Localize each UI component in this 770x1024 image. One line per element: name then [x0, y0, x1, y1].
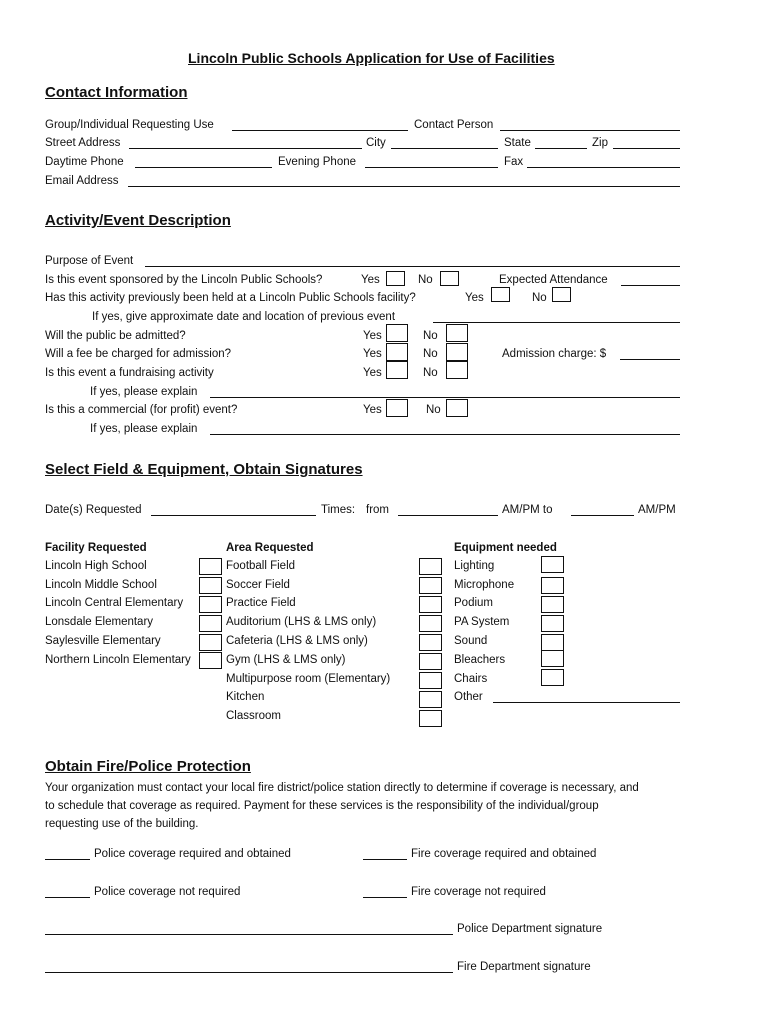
time-to-field[interactable] — [571, 515, 634, 516]
purpose-field[interactable] — [145, 266, 680, 267]
contact-heading: Contact Information — [45, 84, 188, 101]
protection-paragraph-line: requesting use of the building. — [45, 818, 199, 830]
sponsored-yes-label: Yes — [361, 274, 380, 286]
selection-heading: Select Field & Equipment, Obtain Signatures — [45, 461, 363, 478]
equipment-checkbox[interactable] — [541, 669, 564, 686]
previous-detail-label: If yes, give approximate date and location of previous event — [92, 311, 396, 323]
area-checkbox[interactable] — [419, 615, 442, 632]
expected-attendance-field[interactable] — [621, 285, 680, 286]
police-signature-label: Police Department signature — [457, 923, 603, 935]
area-checkbox[interactable] — [419, 691, 442, 708]
facility-item: Saylesville Elementary — [45, 635, 161, 647]
city-label: City — [366, 137, 386, 149]
commercial-question: Is this a commercial (for profit) event? — [45, 404, 238, 416]
state-label: State — [504, 137, 531, 149]
city-field[interactable] — [391, 148, 498, 149]
group-label: Group/Individual Requesting Use — [45, 119, 214, 131]
fee-yes-checkbox[interactable] — [386, 343, 408, 361]
area-item: Cafeteria (LHS & LMS only) — [226, 635, 368, 647]
state-field[interactable] — [535, 148, 587, 149]
email-field[interactable] — [128, 186, 680, 187]
dates-label: Date(s) Requested — [45, 504, 142, 516]
area-header: Area Requested — [226, 542, 314, 554]
equipment-item: PA System — [454, 616, 510, 628]
facility-checkbox[interactable] — [199, 596, 222, 613]
previously-held-yes-checkbox[interactable] — [491, 287, 510, 302]
commercial-yes-label: Yes — [363, 404, 382, 416]
fundraising-explain-field[interactable] — [210, 397, 680, 398]
other-field[interactable] — [493, 702, 680, 703]
commercial-explain-label: If yes, please explain — [90, 423, 198, 435]
admission-charge-field[interactable] — [620, 359, 680, 360]
fire-not-required-field[interactable] — [363, 897, 407, 898]
public-no-label: No — [423, 330, 438, 342]
group-field[interactable] — [232, 130, 408, 131]
area-item: Football Field — [226, 560, 296, 572]
facility-item: Lincoln Middle School — [45, 579, 157, 591]
public-no-checkbox[interactable] — [446, 324, 468, 342]
police-obtained-label: Police coverage required and obtained — [94, 848, 291, 860]
equipment-item: Chairs — [454, 673, 488, 685]
area-checkbox[interactable] — [419, 672, 442, 689]
time-from-field[interactable] — [398, 515, 498, 516]
fee-no-label: No — [423, 348, 438, 360]
admission-charge-label: Admission charge: $ — [502, 348, 607, 360]
daytime-field[interactable] — [135, 167, 272, 168]
public-question: Will the public be admitted? — [45, 330, 186, 342]
fax-label: Fax — [504, 156, 524, 168]
fundraising-question: Is this event a fundraising activity — [45, 367, 214, 379]
previously-held-no-checkbox[interactable] — [552, 287, 571, 302]
protection-paragraph-line: to schedule that coverage as required. Payment for these services is the responsibility of the individual/group — [45, 800, 599, 812]
other-label: Other — [454, 691, 483, 703]
equipment-item: Bleachers — [454, 654, 506, 666]
equipment-checkbox[interactable] — [541, 556, 564, 573]
area-item: Gym (LHS & LMS only) — [226, 654, 346, 666]
equipment-checkbox[interactable] — [541, 596, 564, 613]
area-checkbox[interactable] — [419, 596, 442, 613]
zip-label: Zip — [592, 137, 608, 149]
facility-checkbox[interactable] — [199, 652, 222, 669]
expected-attendance-label: Expected Attendance — [499, 274, 608, 286]
area-checkbox[interactable] — [419, 634, 442, 651]
from-label: from — [366, 504, 389, 516]
facility-checkbox[interactable] — [199, 634, 222, 651]
fundraising-yes-label: Yes — [363, 367, 382, 379]
area-item: Practice Field — [226, 597, 296, 609]
equipment-checkbox[interactable] — [541, 577, 564, 594]
area-item: Multipurpose room (Elementary) — [226, 673, 391, 685]
email-label: Email Address — [45, 175, 119, 187]
fundraising-no-label: No — [423, 367, 438, 379]
facility-checkbox[interactable] — [199, 577, 222, 594]
previously-held-no-label: No — [532, 292, 547, 304]
facility-checkbox[interactable] — [199, 615, 222, 632]
equipment-item: Lighting — [454, 560, 495, 572]
fire-obtained-label: Fire coverage required and obtained — [411, 848, 597, 860]
facility-item: Lincoln Central Elementary — [45, 597, 184, 609]
times-label: Times: — [321, 504, 356, 516]
police-signature-field[interactable] — [45, 934, 453, 935]
sponsored-question: Is this event sponsored by the Lincoln Public Schools? — [45, 274, 323, 286]
evening-field[interactable] — [365, 167, 498, 168]
street-field[interactable] — [129, 148, 362, 149]
evening-label: Evening Phone — [278, 156, 357, 168]
equipment-item: Microphone — [454, 579, 515, 591]
previously-held-question: Has this activity previously been held at a Lincoln Public Schools facility? — [45, 292, 416, 304]
fundraising-yes-checkbox[interactable] — [386, 361, 408, 379]
area-checkbox[interactable] — [419, 558, 442, 575]
commercial-explain-field[interactable] — [210, 434, 680, 435]
police-obtained-field[interactable] — [45, 859, 90, 860]
street-label: Street Address — [45, 137, 121, 149]
public-yes-checkbox[interactable] — [386, 324, 408, 342]
previous-detail-field[interactable] — [433, 322, 680, 323]
area-checkbox[interactable] — [419, 653, 442, 670]
daytime-label: Daytime Phone — [45, 156, 124, 168]
public-yes-label: Yes — [363, 330, 382, 342]
area-item: Kitchen — [226, 691, 265, 703]
police-not-required-field[interactable] — [45, 897, 90, 898]
sponsored-yes-checkbox[interactable] — [386, 271, 405, 286]
fundraising-explain-label: If yes, please explain — [90, 386, 198, 398]
police-not-required-label: Police coverage not required — [94, 886, 241, 898]
fax-field[interactable] — [527, 167, 680, 168]
facility-item: Northern Lincoln Elementary — [45, 654, 191, 666]
fee-question: Will a fee be charged for admission? — [45, 348, 232, 360]
equipment-item: Sound — [454, 635, 488, 647]
area-checkbox[interactable] — [419, 577, 442, 594]
facility-header: Facility Requested — [45, 542, 147, 554]
area-item: Soccer Field — [226, 579, 290, 591]
area-item: Classroom — [226, 710, 281, 722]
page-title: Lincoln Public Schools Application for Use of Facilities — [188, 50, 555, 66]
fire-not-required-label: Fire coverage not required — [411, 886, 546, 898]
equipment-checkbox[interactable] — [541, 615, 564, 632]
area-checkbox[interactable] — [419, 710, 442, 727]
sponsored-no-checkbox[interactable] — [440, 271, 459, 286]
equipment-checkbox[interactable] — [541, 634, 564, 651]
commercial-yes-checkbox[interactable] — [386, 399, 408, 417]
protection-paragraph-line: Your organization must contact your local fire district/police station directly to determine if coverage is necessary, and — [45, 782, 639, 794]
facility-checkbox[interactable] — [199, 558, 222, 575]
facility-item: Lonsdale Elementary — [45, 616, 154, 628]
fundraising-no-checkbox[interactable] — [446, 361, 468, 379]
fire-obtained-field[interactable] — [363, 859, 407, 860]
protection-heading: Obtain Fire/Police Protection — [45, 758, 251, 775]
equipment-header: Equipment needed — [454, 542, 557, 554]
purpose-label: Purpose of Event — [45, 255, 134, 267]
activity-heading: Activity/Event Description — [45, 212, 231, 229]
contact-person-field[interactable] — [500, 130, 680, 131]
ampm-label: AM/PM — [638, 504, 676, 516]
area-item: Auditorium (LHS & LMS only) — [226, 616, 377, 628]
ampm-to-label: AM/PM to — [502, 504, 553, 516]
contact-person-label: Contact Person — [414, 119, 494, 131]
fee-no-checkbox[interactable] — [446, 343, 468, 361]
commercial-no-checkbox[interactable] — [446, 399, 468, 417]
previously-held-yes-label: Yes — [465, 292, 484, 304]
fire-signature-field[interactable] — [45, 972, 453, 973]
equipment-checkbox[interactable] — [541, 650, 564, 667]
commercial-no-label: No — [426, 404, 441, 416]
facility-item: Lincoln High School — [45, 560, 147, 572]
dates-field[interactable] — [151, 515, 316, 516]
sponsored-no-label: No — [418, 274, 433, 286]
fee-yes-label: Yes — [363, 348, 382, 360]
zip-field[interactable] — [613, 148, 680, 149]
fire-signature-label: Fire Department signature — [457, 961, 591, 973]
equipment-item: Podium — [454, 597, 493, 609]
